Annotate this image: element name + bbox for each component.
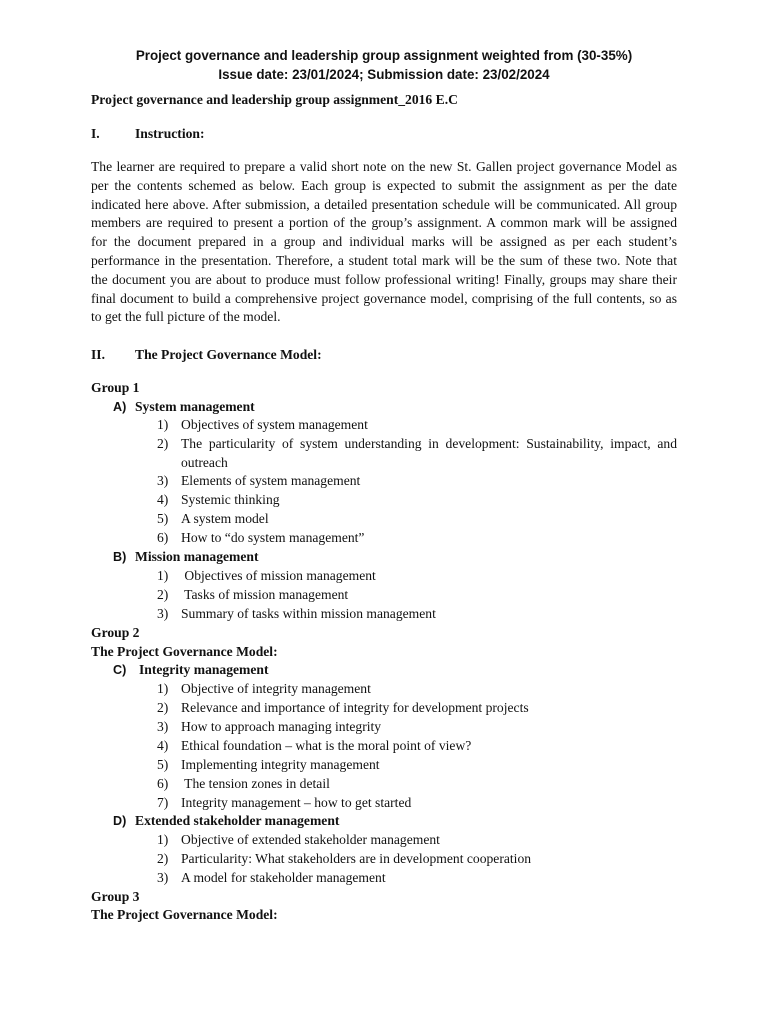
list-item: 2) Particularity: What stakeholders are in development cooperation	[157, 851, 532, 866]
list-item: 1) Objective of extended stakeholder management	[157, 832, 440, 847]
section-2-title: The Project Governance Model:	[135, 347, 322, 362]
header-title: Project governance and leadership group assignment weighted from (30-35%)	[135, 48, 633, 63]
paragraph-line: performance in the presentation. Therefore, a student total mark will be the sum of these two. Note that	[91, 252, 677, 268]
list-item: 1) Objective of integrity management	[157, 681, 371, 696]
section-letter: A)	[113, 400, 127, 414]
list-item: 3) How to approach managing integrity	[157, 719, 382, 734]
section-d-heading	[113, 813, 339, 829]
section-b-heading	[113, 549, 258, 565]
paragraph-line: per the contents schemed as below. Each group is expected to submit the assignment as per the date	[91, 177, 677, 193]
paragraph-line: members are required to present a portion of the group’s assignment. A common mark will be assigned	[91, 215, 677, 231]
group-3-label: Group 3	[91, 889, 140, 904]
list-item-number: 2)	[157, 436, 169, 451]
section-title: Extended stakeholder management	[135, 813, 340, 828]
group-1-label: Group 1	[91, 380, 140, 395]
list-item: 1) Objectives of mission management	[157, 568, 376, 583]
list-item: 6) The tension zones in detail	[157, 776, 330, 791]
section-title: Mission management	[135, 549, 259, 564]
section-c-heading	[113, 662, 269, 678]
list-item-wrapped: The particularity of system understanding in development: Sustainability, impact, and outreach	[181, 436, 677, 470]
group-2-model-label: The Project Governance Model:	[91, 644, 278, 659]
list-item: 3) Elements of system management	[157, 473, 361, 488]
section-1-number: I.	[91, 126, 100, 141]
group-2-label: Group 2	[91, 625, 140, 640]
section-title: System management	[135, 399, 255, 414]
list-item: 2) Relevance and importance of integrity for development projects	[157, 700, 529, 715]
header-dates: Issue date: 23/01/2024; Submission date: 23/02/2024	[218, 67, 550, 82]
section-2-number: II.	[91, 347, 105, 362]
instruction-paragraph	[91, 158, 677, 327]
group-3-model-label: The Project Governance Model:	[91, 907, 278, 922]
list-item: 5) A system model	[157, 511, 269, 526]
paragraph-line: for the document prepared in a group and individual marks will be assigned as per each student’s	[91, 234, 677, 250]
section-title: Integrity management	[139, 662, 269, 677]
section-1-title: Instruction:	[135, 126, 205, 141]
document-title: Project governance and leadership group assignment_2016 E.C	[91, 92, 458, 107]
list-item: 4) Systemic thinking	[157, 492, 280, 507]
list-item: 4) Ethical foundation – what is the moral point of view?	[157, 738, 472, 753]
list-item: 2) Tasks of mission management	[157, 587, 349, 602]
paragraph-line: final document to build a comprehensive project governance model, comprising of the full contents, so as	[91, 290, 677, 306]
list-item: 3) A model for stakeholder management	[157, 870, 386, 885]
section-a-heading	[113, 399, 255, 415]
list-item: 3) Summary of tasks within mission management	[157, 606, 436, 621]
paragraph-line: The learner are required to prepare a valid short note on the new St. Gallen project governance Model as	[91, 159, 677, 174]
list-item: 5) Implementing integrity management	[157, 757, 380, 772]
list-item: 1) Objectives of system management	[157, 417, 368, 432]
section-letter: B)	[113, 550, 127, 564]
paragraph-line: indicated here above. After submission, a detailed presentation schedule will be communicated. All group	[91, 196, 677, 212]
section-letter: C)	[113, 663, 127, 677]
list-item: 6) How to “do system management”	[157, 530, 365, 545]
paragraph-line: the document you are about to produce must follow professional writing! Finally, groups may share their	[91, 271, 677, 287]
paragraph-line: to get the full picture of the model.	[91, 309, 281, 325]
list-item: 7) Integrity management – how to get started	[157, 795, 412, 810]
section-letter: D)	[113, 814, 127, 828]
